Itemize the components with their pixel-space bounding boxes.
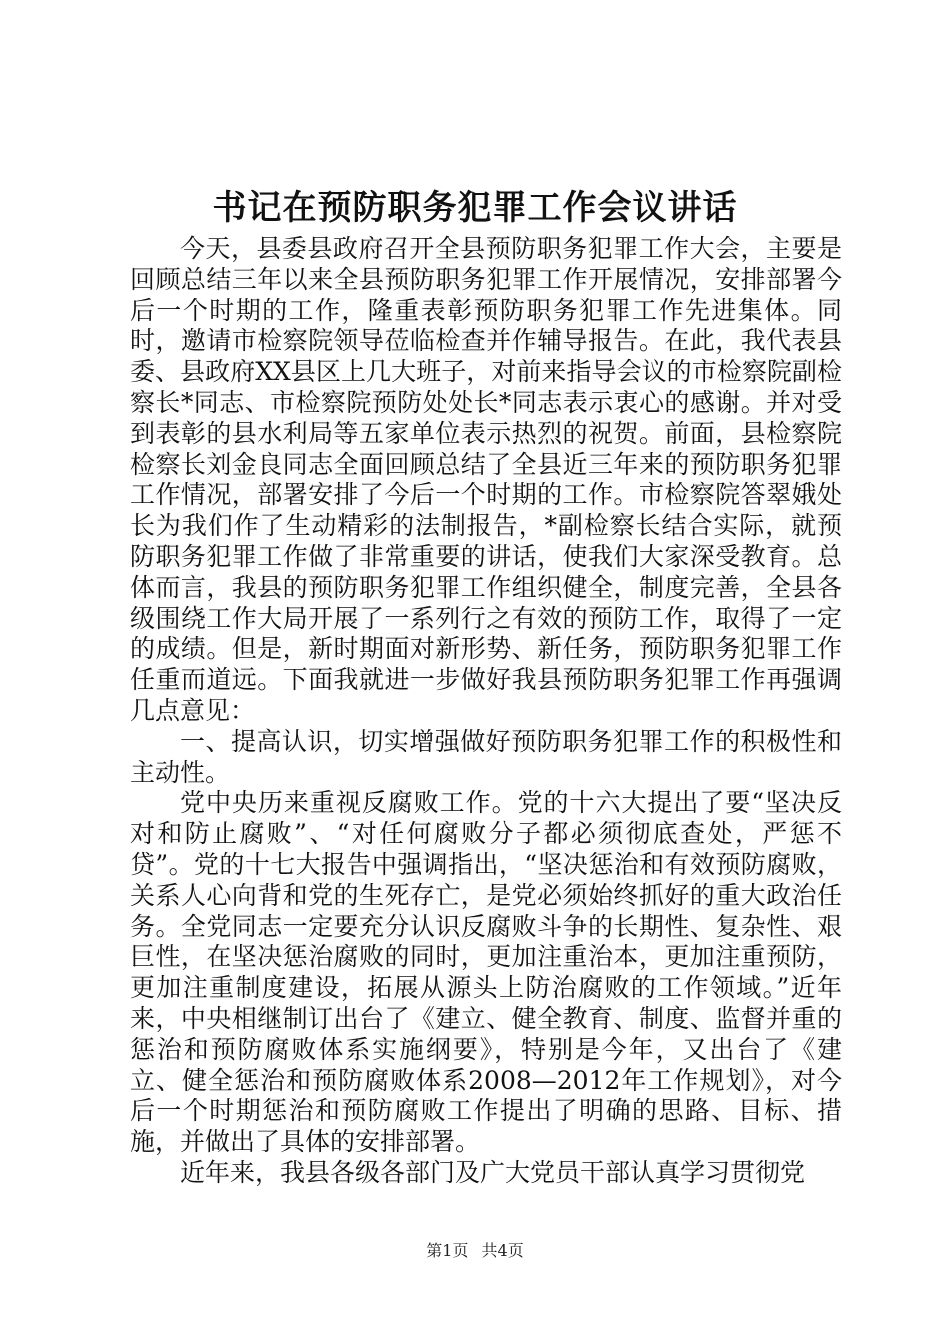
paragraph-central-policy: 党中央历来重视反腐败工作。党的十六大提出了要“坚决反对和防止腐败”、“对任何腐败分子都必须彻底查处，严惩不贷”。党的十七大报告中强调指出，“坚决惩治和有效预防腐败，关系人心向背和党的生死存亡，是党必须始终抓好的重大政治任务。全党同志一定要充分认识反腐败斗争的长期性、复杂性、艰巨性，在坚决惩治腐败的同时，更加注重治本，更加注重预防，更加注重制度建设，拓展从源头上防治腐败的工作领域。”近年来，中央相继制订出台了《建立、健全教育、制度、监督并重的惩治和预防腐败体系实施纲要》，特别是今年，又出台了《建立、健全惩治和预防腐败体系2008—2012年工作规划》，对今后一个时期惩治和预防腐败工作提出了明确的思路、目标、措施，并做出了具体的安排部署。 <box>130 788 842 1157</box>
document-body <box>130 234 842 1189</box>
page-footer <box>0 1240 950 1262</box>
section-heading-1: 一、提高认识，切实增强做好预防职务犯罪工作的积极性和主动性。 <box>130 726 842 787</box>
page-number: 第1页 <box>426 1241 469 1260</box>
page-total: 共4页 <box>481 1241 524 1260</box>
paragraph-intro: 今天，县委县政府召开全县预防职务犯罪工作大会，主要是回顾总结三年以来全县预防职务犯罪工作开展情况，安排部署今后一个时期的工作，隆重表彰预防职务犯罪工作先进集体。同时，邀请市检察院领导莅临检查并作辅导报告。在此，我代表县委、县政府XX县区上几大班子，对前来指导会议的市检察院副检察长*同志、市检察院预防处处长*同志表示衷心的感谢。并对受到表彰的县水利局等五家单位表示热烈的祝贺。前面，县检察院检察长刘金良同志全面回顾总结了全县近三年来的预防职务犯罪工作情况，部署安排了今后一个时期的工作。市检察院答翠娥处长为我们作了生动精彩的法制报告，*副检察长结合实际，就预防职务犯罪工作做了非常重要的讲话，使我们大家深受教育。总体而言，我县的预防职务犯罪工作组织健全，制度完善，全县各级围绕工作大局开展了一系列行之有效的预防工作，取得了一定的成绩。但是，新时期面对新形势、新任务，预防职务犯罪工作任重而道远。下面我就进一步做好我县预防职务犯罪工作再强调几点意见： <box>130 234 842 725</box>
paragraph-recent-years: 近年来，我县各级各部门及广大党员干部认真学习贯彻党 <box>180 1157 806 1187</box>
document-title: 书记在预防职务犯罪工作会议讲话 <box>212 188 738 228</box>
